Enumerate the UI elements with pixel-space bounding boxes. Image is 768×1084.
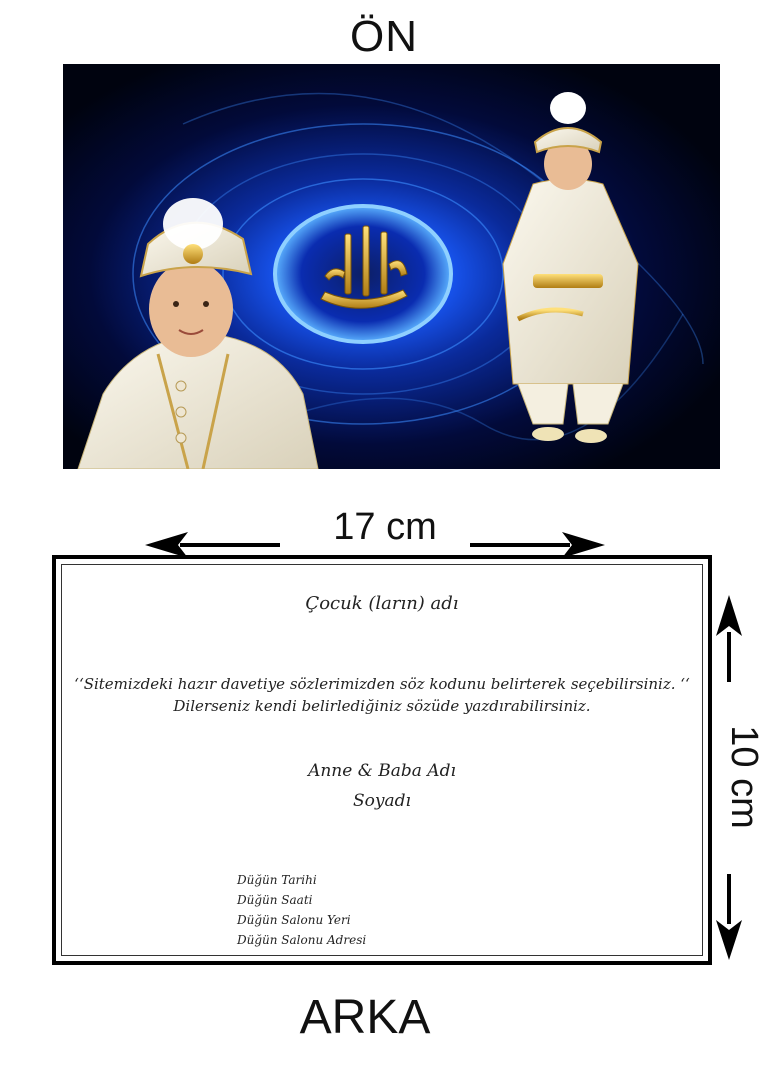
message-line-1: ‘‘Sitemizdeki hazır davetiye sözlerimizden söz kodunu belirterek seçebilirsiniz. ‘‘: [74, 675, 690, 693]
back-side-title: ARKA: [299, 991, 431, 1044]
back-card: [52, 555, 712, 965]
invitation-message: [62, 673, 702, 717]
detail-date: Düğün Tarihi: [237, 873, 317, 887]
parents-name-text: Anne & Baba Adı: [308, 761, 456, 781]
message-line-2: Dilerseniz kendi belirlediğiniz sözüde yazdırabilirsiniz.: [173, 697, 591, 715]
detail-address: Düğün Salonu Adresi: [237, 933, 367, 947]
back-card-inner-border: [61, 564, 703, 956]
front-card-image: [63, 64, 720, 469]
children-name-text: Çocuk (ların) adı: [305, 593, 459, 614]
front-side-title: ÖN: [350, 12, 418, 61]
detail-venue: Düğün Salonu Yeri: [237, 913, 351, 927]
surname-text: Soyadı: [353, 791, 411, 811]
front-artwork: [63, 64, 720, 469]
height-label: 10 cm: [723, 725, 765, 829]
width-label: 17 cm: [333, 506, 437, 548]
event-details-list: [237, 870, 366, 950]
detail-time: Düğün Saati: [237, 893, 313, 907]
